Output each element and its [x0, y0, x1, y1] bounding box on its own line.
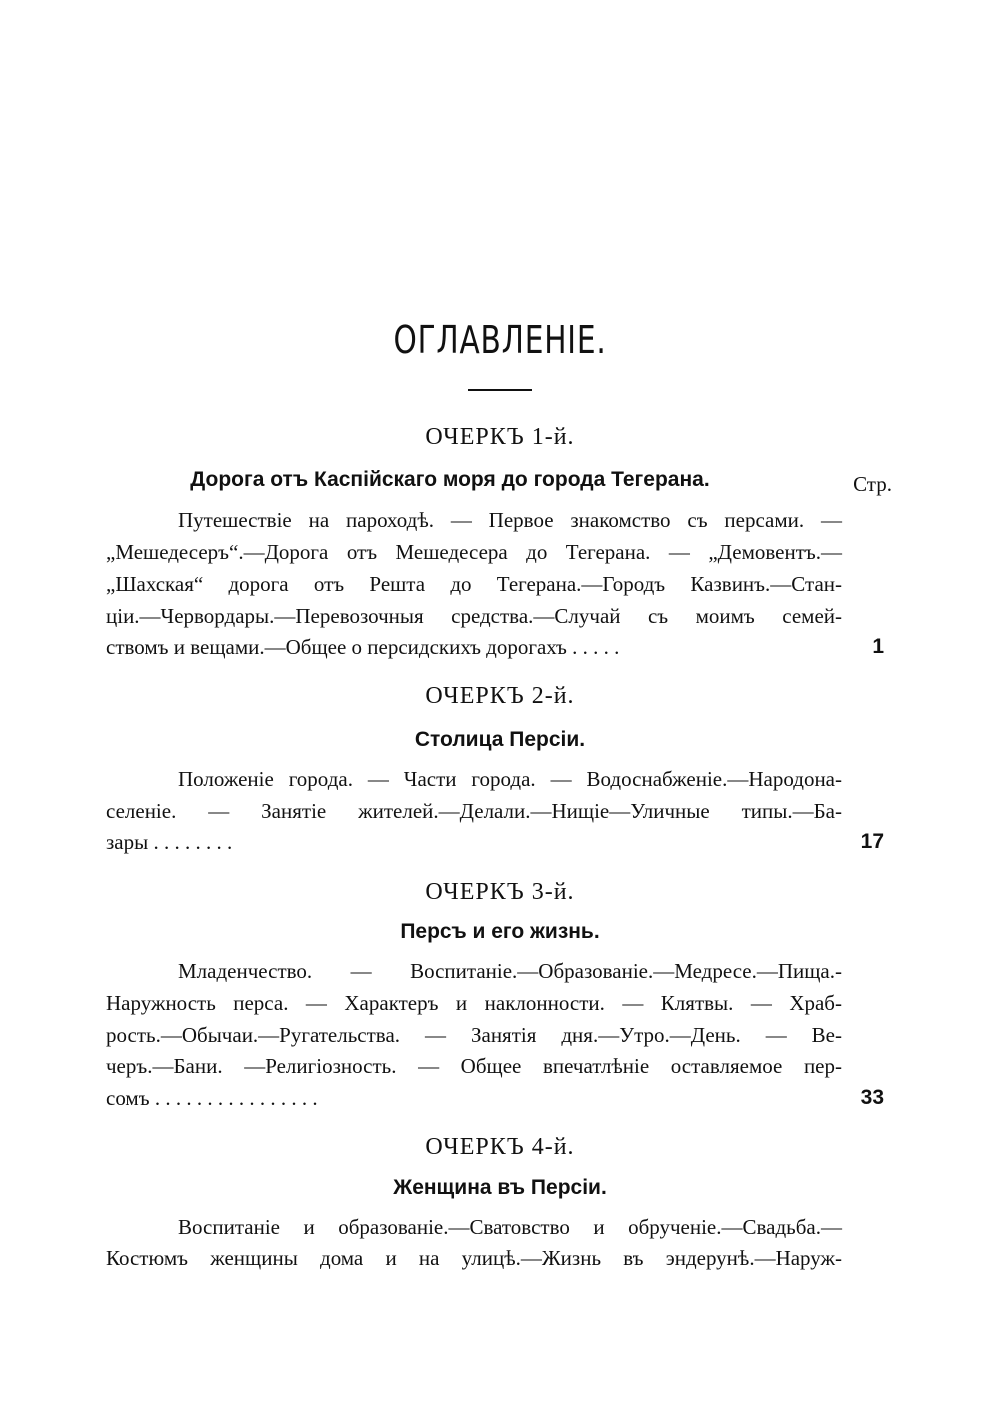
title-rule [468, 389, 532, 391]
essay-1-line-5: ствомъ и вещами.—Общее о персидскихъ дорогахъ . . . . . [106, 635, 620, 659]
essay-1-line-2: „Мешедесеръ“.—Дорога отъ Мешедесера до Тегерана. — „Демовентъ.— [106, 540, 842, 564]
essay-3-line-1: Младенчество. — Воспитаніе.—Образованіе.—Медресе.—Пища.- [178, 959, 842, 983]
essay-3-line-5: сомъ . . . . . . . . . . . . . . . . [106, 1086, 318, 1110]
essay-2-line-1: Положеніе города. — Части города. — Водоснабженіе.—Народона- [178, 767, 842, 791]
essay-2-page-number: 17 [860, 830, 884, 853]
page-title: ОГЛАВЛЕНІЕ. [393, 318, 607, 362]
essay-2-subtitle: Столица Персіи. [414, 728, 586, 751]
essay-3-line-4: черъ.—Бани. —Религіозность. — Общее впечатлѣніе оставляемое пер- [106, 1054, 842, 1078]
essay-4-subtitle: Женщина въ Персіи. [393, 1176, 607, 1199]
essay-3-heading: ОЧЕРКЪ 3-й. [425, 879, 575, 905]
essay-1-page-number: 1 [872, 635, 884, 658]
essay-1-line-1: Путешествіе на пароходѣ. — Первое знакомство съ персами. — [178, 508, 842, 532]
essay-4-line-1: Воспитаніе и образованіе.—Сватовство и обрученіе.—Свадьба.— [178, 1215, 842, 1239]
essay-3-page-number: 33 [860, 1086, 884, 1109]
essay-4-line-2: Костюмъ женщины дома и на улицѣ.—Жизнь въ эндерунѣ.—Наруж- [106, 1246, 842, 1270]
essay-3-subtitle: Персъ и его жизнь. [400, 920, 600, 943]
essay-1-subtitle: Дорога отъ Каспійскаго моря до города Тегерана. [190, 468, 710, 491]
essay-1-heading: ОЧЕРКЪ 1-й. [425, 424, 575, 450]
essay-2-heading: ОЧЕРКЪ 2-й. [425, 683, 575, 709]
essay-3-line-3: рость.—Обычаи.—Ругательства. — Занятія дня.—Утро.—День. — Ве- [106, 1023, 842, 1047]
essay-2-line-3: зары . . . . . . . . [106, 830, 233, 854]
essay-4-heading: ОЧЕРКЪ 4-й. [425, 1134, 575, 1160]
essay-1-line-3: „Шахская“ дорога отъ Решта до Тегерана.—Городъ Казвинъ.—Стан- [106, 572, 842, 596]
essay-3-line-2: Наружность перса. — Характеръ и наклонности. — Клятвы. — Храб- [106, 991, 842, 1015]
page-column-label: Стр. [853, 472, 892, 496]
essay-1-line-4: ціи.—Червордары.—Перевозочныя средства.—Случай съ моимъ семей- [106, 604, 842, 628]
essay-2-line-2: селеніе. — Занятіе жителей.—Делали.—Нищіе—Уличные типы.—Ба- [106, 799, 842, 823]
